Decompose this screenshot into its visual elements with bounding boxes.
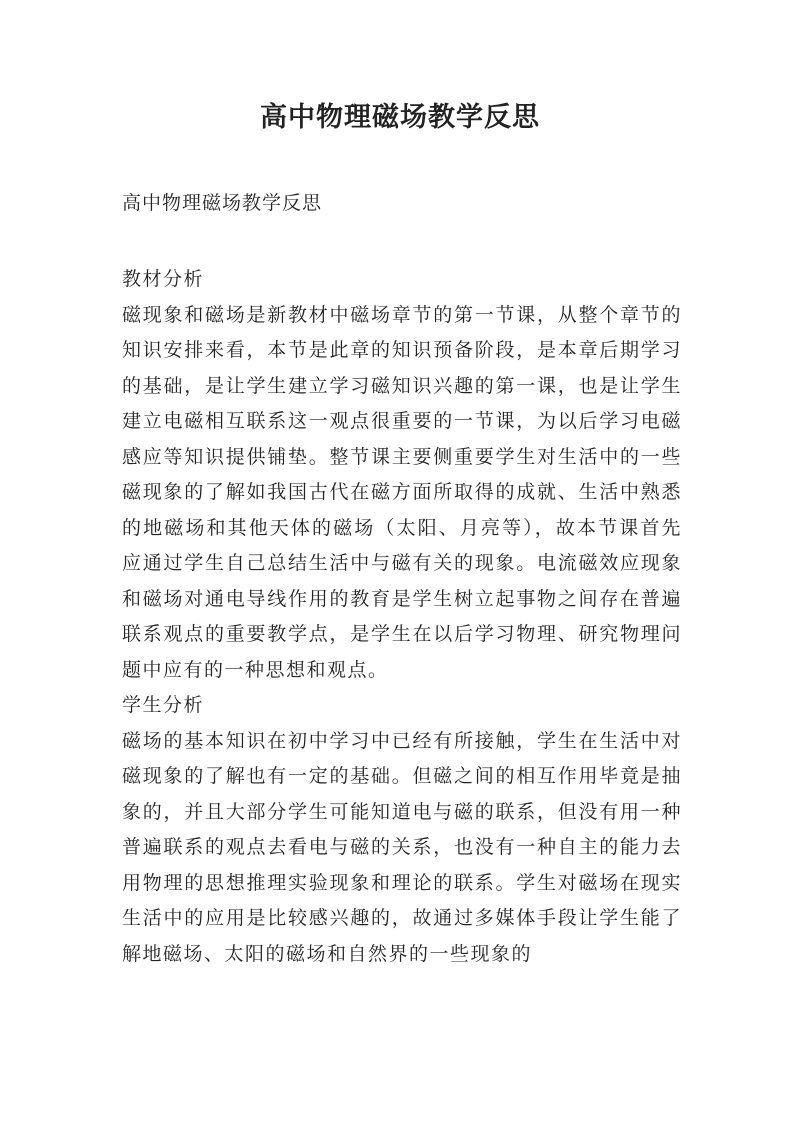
- document-subtitle: 高中物理磁场教学反思: [122, 192, 323, 214]
- page-title: 高中物理磁场教学反思: [260, 102, 540, 133]
- section-body-student-analysis: 磁场的基本知识在初中学习中已经有所接触，学生在生活中对磁现象的了解也有一定的基础。但磁之间的相互作用毕竟是抽象的，并且大部分学生可能知道电与磁的联系，但没有用一种普遍联系的观点去看电与磁的关系，也没有一种自主的能力去用物理的思想推理实验现象和理论的联系。学生对磁场在现实生活中的应用是比较感兴趣的，故通过多媒体手段让学生能了解地磁场、太阳的磁场和自然界的一些现象的: [122, 729, 682, 965]
- section-heading-textbook-analysis: 教材分析: [122, 268, 205, 290]
- section-body-textbook-analysis: 磁现象和磁场是新教材中磁场章节的第一节课，从整个章节的知识安排来看，本节是此章的知识预备阶段，是本章后期学习的基础，是让学生建立学习磁知识兴趣的第一课，也是让学生建立电磁相互联系这一观点很重要的一节课，为以后学习电磁感应等知识提供铺垫。整节课主要侧重要学生对生活中的一些磁现象的了解如我国古代在磁方面所取得的成就、生活中熟悉的地磁场和其他天体的磁场（太阳、月亮等），故本节课首先应通过学生自己总结生活中与磁有关的现象。电流磁效应现象和磁场对通电导线作用的教育是学生树立起事物之间存在普遍联系观点的重要教学点，是学生在以后学习物理、研究物理问题中应有的一种思想和观点。: [122, 303, 682, 681]
- document-body: [122, 262, 682, 972]
- section-heading-student-analysis: 学生分析: [122, 694, 205, 716]
